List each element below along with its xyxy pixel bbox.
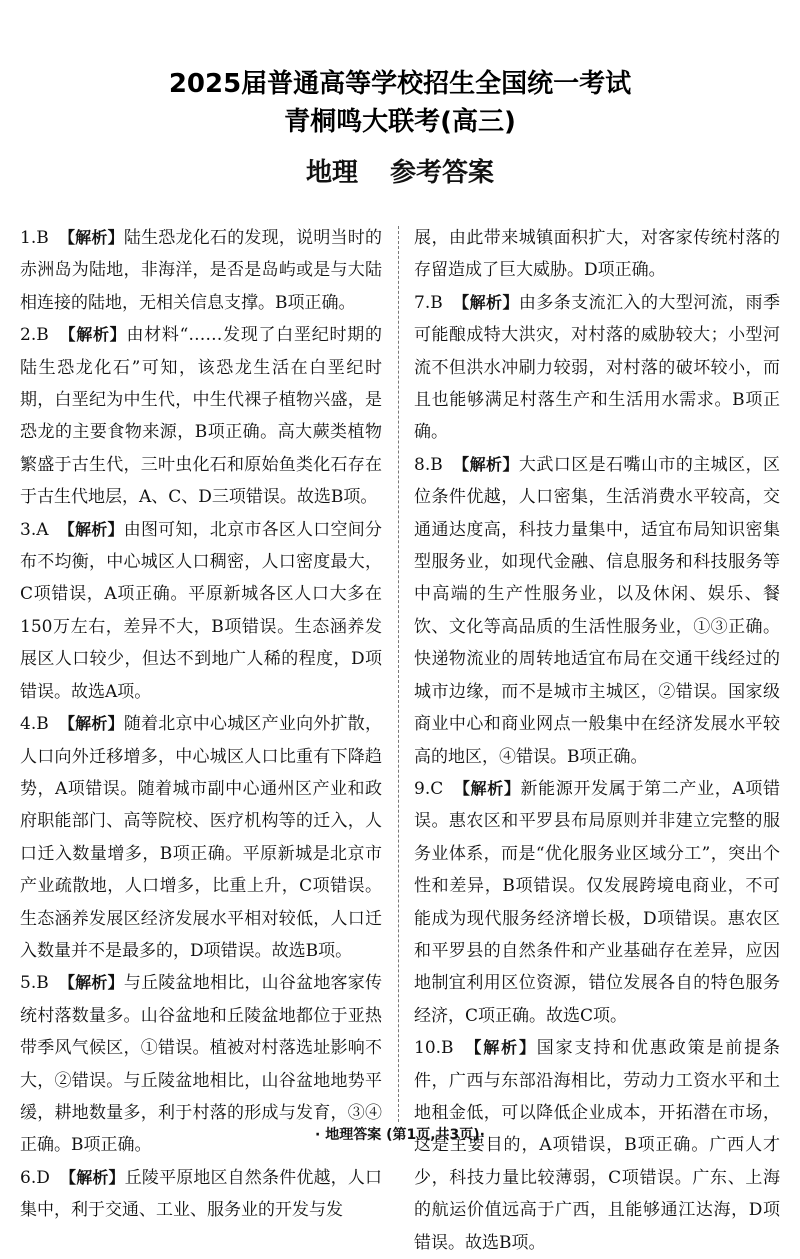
answer-letter: D (36, 1167, 50, 1188)
subject-heading (0, 153, 800, 193)
answer-letter: A (36, 519, 49, 540)
analysis-text: 由多条支流汇入的大型河流，雨季可能酿成特大洪灾，对村落的威胁较大；小型河流不但洪水冲刷力较弱，对村落的破坏较小，而且也能够满足村落生产和生活用水需求。B项正确。 (414, 292, 780, 443)
analysis-text: 新能源开发属于第二产业，A项错误。惠农区和平罗县布局原则并非建立完整的服务业体系，而是“优化服务业区域分工”，突出个性和差异，B项错误。仅发展跨境电商业，不可能成为现代服务经济增长极，D项错误。惠农区和平罗县的自然条件和产业基础存在差异，应因地制宜利用区位资源，错位发展各自的特色服务经济，C项正确。故选C项。 (414, 778, 780, 1026)
page-footer: · 地理答案 (第1页,共3页)· (315, 1127, 485, 1143)
answer-item (414, 1032, 780, 1259)
answer-letter: B (36, 228, 49, 248)
answer-letter: B (36, 714, 49, 735)
analysis-text: 与丘陵盆地相比，山谷盆地客家传统村落数量多。山谷盆地和丘陵盆地都位于亚热带季风气候区，①错误。植被对村落选址影响不大，②错误。与丘陵盆地相比，山谷盆地地势平缓，耕地数量多，利于村落的形成与发育，③④正确。B项正确。 (20, 973, 382, 1156)
analysis-tag: 【解析】 (58, 228, 124, 247)
exam-title-line2: 青桐鸣大联考(高三) (284, 107, 516, 137)
right-column (414, 222, 780, 1259)
analysis-tag: 【解析】 (453, 778, 521, 798)
answer-item (20, 222, 382, 319)
analysis-text: 大武口区是石嘴山市的主城区，区位条件优越，人口密集，生活消费水平较高，交通通达度高，科技力量集中，适宜布局知识密集型服务业，如现代金融、信息服务和科技服务等中高端的生产性服务业，以及休闲、娱乐、餐饮、文化等高品质的生活性服务业，①③正确。快递物流业的周转地适宜布局在交通干线经过的城市边缘，而不是城市主城区，②错误。国家级商业中心和商业网点一般集中在经济发展水平较高的地区，④错误。B项正确。 (414, 454, 780, 767)
analysis-text: 随着北京中心城区产业向外扩散，人口向外迁移增多，中心城区人口比重有下降趋势，A项错误。随着城市副中心通州区产业和政府职能部门、高等院校、医疗机构等的迁入，人口迁入数量增多，B项正确。平原新城是北京市产业疏散地，人口增多，比重上升，C项错误。生态涵养发展区经济发展水平相对较低，人口迁入数量并不是最多的，D项错误。故选B项。 (20, 714, 382, 961)
question-number: 9. (414, 778, 431, 799)
analysis-text: 由图可知，北京市各区人口空间分布不均衡，中心城区人口稠密，人口密度最大，C项错误，A项正确。平原新城各区人口大多在150万左右，差异不大，B项错误。生态涵养发展区人口较少，但达不到地广人稀的程度，D项错误。故选A项。 (20, 519, 382, 702)
answer-item (414, 773, 780, 1032)
column-divider (398, 226, 399, 1122)
answer-letter: B (430, 292, 443, 313)
analysis-text: 展，由此带来城镇面积扩大，对客家传统村落的存留造成了巨大威胁。D项正确。 (414, 228, 780, 281)
answer-letter: B (441, 1038, 454, 1059)
analysis-text: 陆生恐龙化石的发现，说明当时的赤洲岛为陆地，非海洋，是否是岛屿或是与大陆相连接的陆地，无相关信息支撑。B项正确。 (20, 228, 382, 313)
analysis-tag: 【解析】 (58, 519, 124, 539)
question-number: 6. (20, 1167, 37, 1188)
question-number: 1. (20, 228, 37, 248)
answer-item (20, 708, 382, 967)
analysis-tag: 【解析】 (58, 325, 127, 345)
left-column (20, 222, 382, 1227)
exam-title-line1: 2025届普通高等学校招生全国统一考试 (168, 69, 632, 99)
answer-letter: C (430, 778, 444, 799)
answer-item (20, 514, 382, 708)
analysis-tag: 【解析】 (58, 973, 124, 993)
question-number: 10. (414, 1038, 442, 1059)
answer-item (20, 1162, 382, 1227)
analysis-tag: 【解析】 (59, 1167, 125, 1187)
subject-name: 地理 (305, 158, 358, 188)
analysis-tag: 【解析】 (452, 454, 519, 474)
question-number: 5. (20, 973, 37, 994)
answer-item (414, 449, 780, 773)
question-number: 7. (414, 292, 431, 313)
answer-letter: B (36, 325, 49, 346)
answer-letter: B (36, 973, 49, 994)
analysis-tag: 【解析】 (463, 1038, 537, 1058)
analysis-text: 丘陵平原地区自然条件优越，人口集中，利于交通、工业、服务业的开发与发 (20, 1167, 382, 1221)
analysis-text: 由材料“……发现了白垩纪时期的陆生恐龙化石”可知，该恐龙生活在白垩纪时期，白垩纪为中生代，中生代裸子植物兴盛，是恐龙的主要食物来源，B项正确。高大蕨类植物繁盛于古生代，三叶虫化石和原始鱼类化石存在于古生代地层，A、C、D三项错误。故选B项。 (20, 325, 382, 508)
question-number: 8. (414, 454, 431, 475)
analysis-tag: 【解析】 (58, 714, 124, 734)
answer-item (414, 222, 780, 287)
analysis-text: 国家支持和优惠政策是前提条件，广西与东部沿海相比，劳动力工资水平和土地租金低，可以降低企业成本，开拓潜在市场，这是主要目的，A项错误，B项正确。广西人才少，科技力量比较薄弱，C项错误。广东、上海的航运价值远高于广西，且能够通江达海，D项错误。故选B项。 (414, 1038, 780, 1253)
question-number: 2. (20, 325, 37, 346)
answer-item (414, 287, 780, 449)
question-number: 4. (20, 714, 37, 735)
answer-item (20, 319, 382, 513)
analysis-tag: 【解析】 (452, 292, 519, 312)
answer-letter: B (430, 454, 443, 475)
answer-key-label: 参考答案 (390, 158, 495, 188)
question-number: 3. (20, 519, 37, 540)
